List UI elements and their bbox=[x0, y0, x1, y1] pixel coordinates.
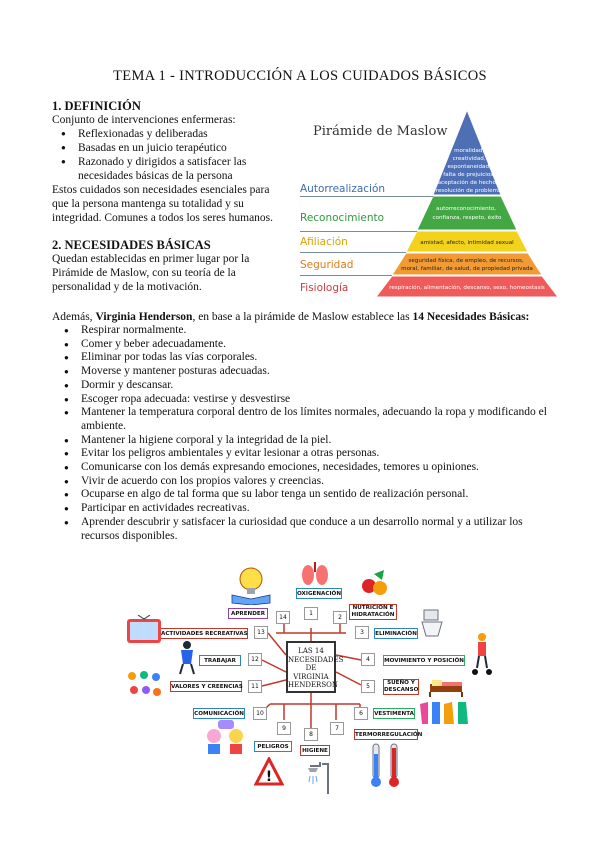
pyramid-text: amistad, afecto, intimidad sexual bbox=[420, 240, 514, 246]
symbols-icon bbox=[126, 670, 162, 700]
pyramid-text: falta de prejuicios, bbox=[443, 172, 495, 178]
list-item: ● Escoger ropa adecuada: vestirse y desvestirse bbox=[55, 393, 555, 407]
need-number-9: 9 bbox=[277, 722, 291, 735]
list-item: ● Mantener la higiene corporal y la integridad de la piel. bbox=[55, 434, 555, 448]
necesidades-paragraph-line: personalidad y de la motivación. bbox=[52, 281, 202, 293]
list-item: ● Aprender descubrir y satisfacer la curiosidad que conduce a un desarrollo normal y a utilizar los recursos disponibles. bbox=[55, 516, 555, 543]
maslow-label-afiliacion: Afiliación bbox=[300, 236, 348, 248]
clothes-icon bbox=[418, 700, 474, 726]
intro-name: Virginia Henderson bbox=[95, 311, 193, 323]
center-line: HENDERSON bbox=[288, 681, 338, 689]
intro-text: , en base a la pirámide de Maslow establece las bbox=[192, 311, 413, 323]
need-number-12: 12 bbox=[248, 653, 262, 666]
television-icon bbox=[126, 615, 162, 645]
definicion-paragraph-line: Estos cuidados son necesidades esenciales para bbox=[52, 184, 270, 196]
list-item: ● Ocuparse en algo de tal forma que su labor tenga un sentido de realización personal. bbox=[55, 488, 555, 502]
center-line: DE VIRGINIA bbox=[293, 664, 329, 681]
page-title: TEMA 1 - INTRODUCCIÓN A LOS CUIDADOS BÁSICOS bbox=[113, 68, 487, 84]
center-line: LAS 14 bbox=[298, 647, 324, 655]
list-item: ● Vivir de acuerdo con los propios valores y creencias. bbox=[55, 475, 555, 489]
pyramid-text: moralidad, bbox=[454, 148, 485, 154]
pyramid-text: espontaneidad, bbox=[447, 164, 491, 170]
person-moving-icon bbox=[469, 632, 495, 676]
list-item: ● Participar en actividades recreativas. bbox=[55, 502, 555, 516]
maslow-label-fisiologia: Fisiología bbox=[300, 282, 349, 294]
label-movimiento: MOVIMIENTO Y POSICIÓN bbox=[383, 655, 465, 666]
label-peligros: PELIGROS bbox=[254, 741, 292, 752]
need-number-8: 8 bbox=[304, 728, 318, 741]
definicion-intro: Conjunto de intervenciones enfermeras: bbox=[52, 114, 236, 126]
food-icon bbox=[360, 566, 390, 600]
bed-icon bbox=[428, 676, 464, 698]
list-item: ● Respirar normalmente. bbox=[55, 324, 555, 338]
need-number-7: 7 bbox=[330, 722, 344, 735]
center-line: NECESIDADES bbox=[288, 655, 344, 664]
label-trabajar: TRABAJAR bbox=[199, 655, 241, 666]
shower-icon bbox=[306, 760, 332, 796]
label-valores: VALORES Y CREENCIAS bbox=[170, 681, 242, 692]
need-number-14: 14 bbox=[276, 611, 290, 624]
label-nutricion: NUTRICIÓN E HIDRATACIÓN bbox=[349, 604, 397, 620]
need-number-2: 2 bbox=[333, 611, 347, 624]
necesidades-paragraph-line: Pirámide de Maslow, con su teoría de la bbox=[52, 267, 236, 279]
label-oxigenacion: OXIGENACIÓN bbox=[296, 588, 342, 599]
list-item: ● Mantener la temperatura corporal dentro de los límites normales, adecuando la ropa y modificando el ambiente. bbox=[55, 406, 555, 433]
label-termorregulacion: TERMORREGULACIÓN bbox=[354, 729, 418, 740]
label-vestimenta: VESTIMENTA bbox=[373, 708, 415, 719]
list-item: ● Reflexionadas y deliberadas bbox=[52, 127, 292, 141]
label-actividades: ACTIVIDADES RECREATIVAS bbox=[160, 628, 248, 639]
need-number-11: 11 bbox=[248, 680, 262, 693]
pyramid-text: creatividad, bbox=[452, 156, 486, 162]
warning-icon bbox=[254, 757, 284, 787]
section-heading-necesidades: 2. NECESIDADES BÁSICAS bbox=[52, 238, 211, 252]
maslow-label-autorrealizacion: Autorrealización bbox=[300, 183, 386, 195]
list-item: ● Basadas en un juicio terapéutico bbox=[52, 141, 292, 155]
intro-bold: 14 Necesidades Básicas: bbox=[412, 311, 530, 323]
people-talking-icon bbox=[204, 718, 248, 754]
list-item: ● Evitar los peligros ambientales y evitar lesionar a otras personas. bbox=[55, 447, 555, 461]
need-number-10: 10 bbox=[253, 707, 267, 720]
lungs-icon bbox=[300, 560, 330, 586]
need-number-13: 13 bbox=[254, 626, 268, 639]
pyramid-text: autorreconocimiento, bbox=[436, 206, 497, 212]
label-aprender: APRENDER bbox=[228, 608, 268, 619]
toilet-icon bbox=[420, 608, 446, 640]
need-number-5: 5 bbox=[361, 680, 375, 693]
need-number-6: 6 bbox=[354, 707, 368, 720]
section-heading-definicion: 1. DEFINICIÓN bbox=[52, 99, 141, 113]
list-item: ● Comunicarse con los demás expresando emociones, necesidades, temores u opiniones. bbox=[55, 461, 555, 475]
worker-icon bbox=[176, 640, 198, 676]
pyramid-text: moral, familiar, de salud, de propiedad privada bbox=[401, 266, 533, 272]
maslow-label-reconocimiento: Reconocimiento bbox=[300, 212, 385, 224]
list-item: ● Moverse y mantener posturas adecuadas. bbox=[55, 365, 555, 379]
book-lightbulb-icon bbox=[230, 563, 272, 605]
list-item: ● Dormir y descansar. bbox=[55, 379, 555, 393]
list-item: ● Eliminar por todas las vías corporales. bbox=[55, 351, 555, 365]
definicion-paragraph-line: integridad. Comunes a todos los seres humanos. bbox=[52, 212, 274, 224]
infographic-center-title bbox=[286, 641, 344, 693]
list-item: ● Razonado y dirigidos a satisfacer las necesidades básicas de la persona bbox=[52, 155, 267, 183]
intro-text: Además, bbox=[52, 311, 96, 323]
svg-text:!: ! bbox=[265, 769, 273, 785]
maslow-title: Pirámide de Maslow bbox=[313, 124, 448, 139]
label-higiene: HIGIENE bbox=[300, 745, 330, 756]
need-number-1: 1 bbox=[304, 607, 318, 620]
thermometer-icon bbox=[369, 742, 403, 790]
definicion-paragraph-line: que la persona mantenga su totalidad y su bbox=[52, 198, 244, 210]
pyramid-text: resolución de problemas bbox=[435, 188, 505, 194]
pyramid-text: respiración, alimentación, descanso, sexo, homeostasis bbox=[389, 285, 545, 291]
pyramid-text: confianza, respeto, éxito bbox=[432, 215, 502, 221]
label-comunicacion: COMUNICACIÓN bbox=[193, 708, 245, 719]
need-number-3: 3 bbox=[355, 626, 369, 639]
list-item: ● Comer y beber adecuadamente. bbox=[55, 338, 555, 352]
pyramid-text: aceptación de hechos, bbox=[437, 180, 501, 186]
need-number-4: 4 bbox=[361, 653, 375, 666]
maslow-label-seguridad: Seguridad bbox=[300, 259, 354, 271]
label-sueno: SUEÑO Y DESCANSO bbox=[384, 680, 419, 693]
necesidades-paragraph-line: Quedan establecidas en primer lugar por la bbox=[52, 253, 250, 265]
pyramid-text: seguridad física, de empleo, de recursos, bbox=[408, 258, 524, 264]
label-eliminacion: ELIMINACIÓN bbox=[374, 628, 418, 639]
